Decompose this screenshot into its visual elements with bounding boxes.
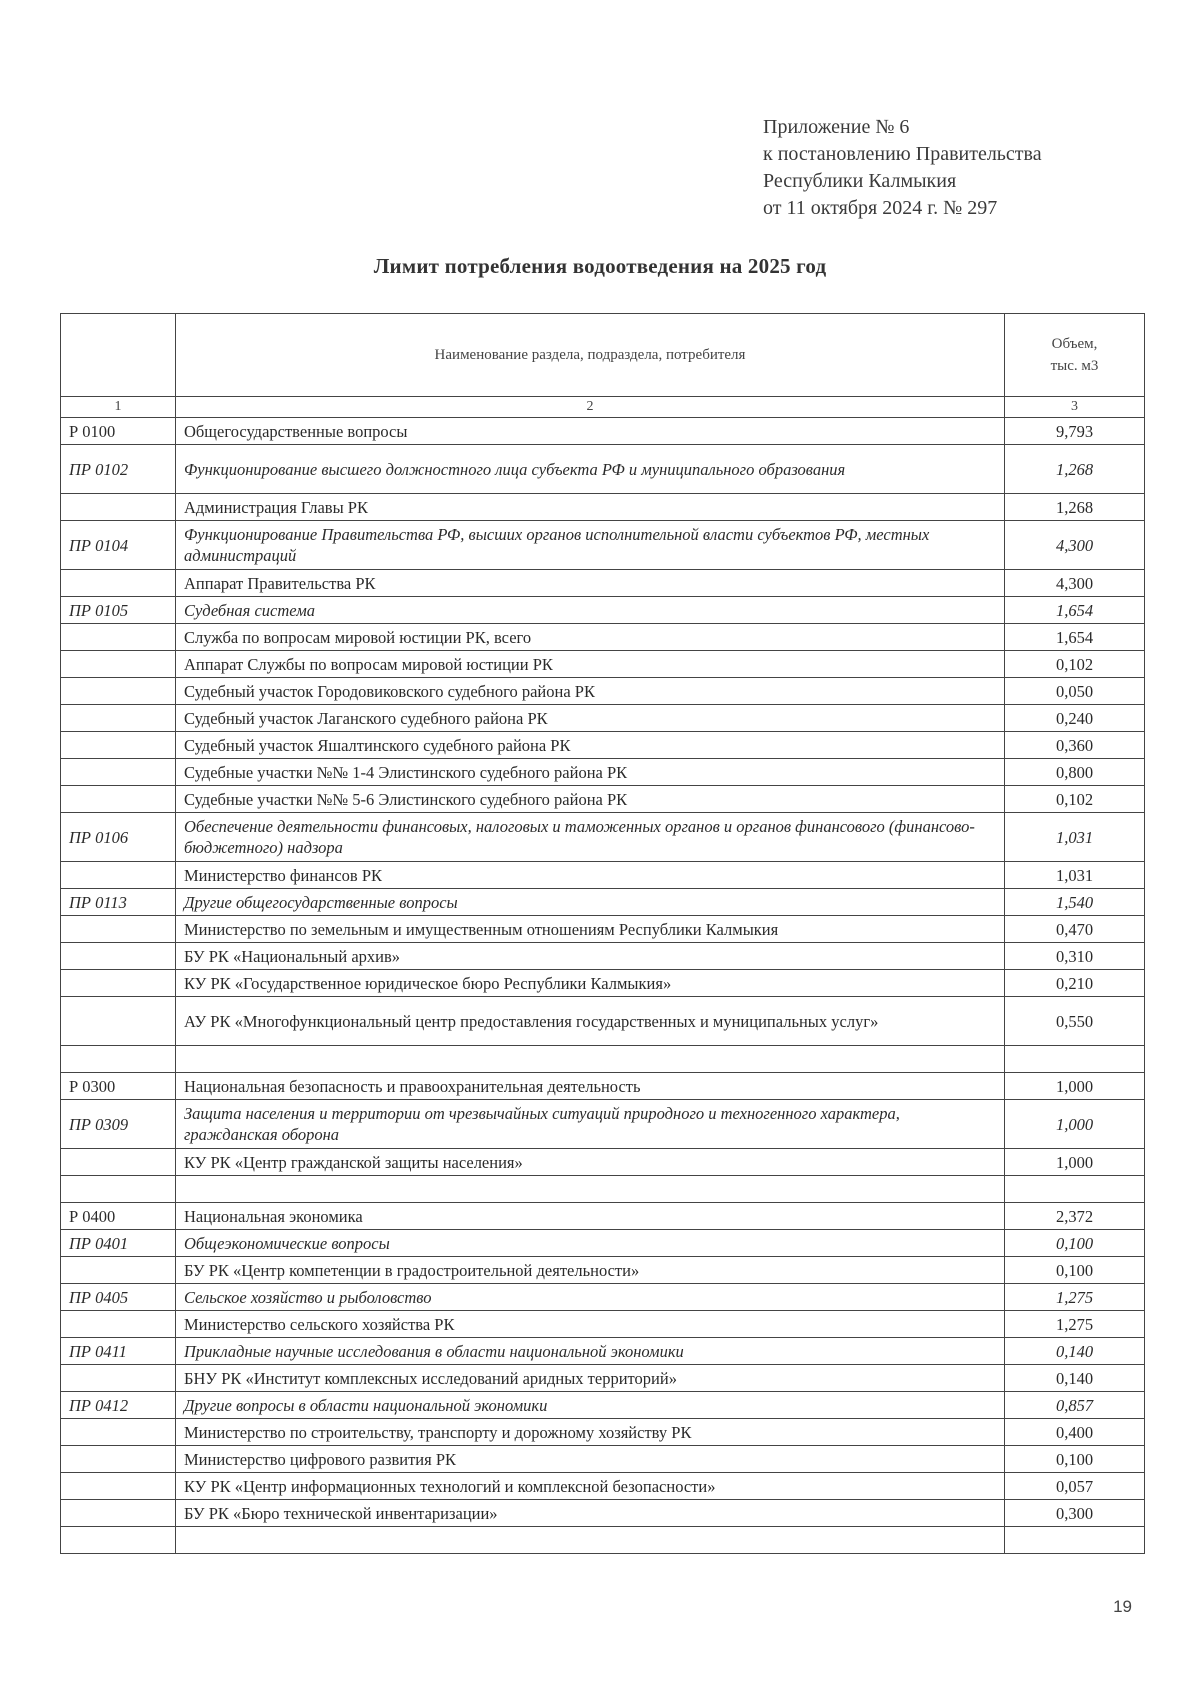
row-code: ПР 0106 (61, 813, 176, 862)
row-name: Судебный участок Городовиковского судебного района РК (176, 678, 1005, 705)
row-name: Судебная система (176, 597, 1005, 624)
table-spacer-row (61, 1046, 1145, 1073)
row-code: Р 0400 (61, 1203, 176, 1230)
header-volume-unit: тыс. м3 (1050, 358, 1099, 374)
row-code (61, 916, 176, 943)
column-number: 2 (176, 397, 1005, 418)
subsection-row (61, 1230, 1145, 1257)
row-value: 0,240 (1005, 705, 1145, 732)
section-row (61, 418, 1145, 445)
row-name: Министерство финансов РК (176, 862, 1005, 889)
limits-table-body (61, 314, 1145, 1554)
row-code: ПР 0113 (61, 889, 176, 916)
row-name: Национальная экономика (176, 1203, 1005, 1230)
subsection-row (61, 521, 1145, 570)
appendix-header (763, 114, 1042, 222)
item-row (61, 943, 1145, 970)
row-value: 4,300 (1005, 521, 1145, 570)
row-value: 1,654 (1005, 597, 1145, 624)
row-value: 0,470 (1005, 916, 1145, 943)
item-row (61, 651, 1145, 678)
row-code (61, 732, 176, 759)
row-value (1005, 1176, 1145, 1203)
row-name: Другие вопросы в области национальной экономики (176, 1392, 1005, 1419)
row-value: 1,268 (1005, 445, 1145, 494)
row-code (61, 970, 176, 997)
row-value: 0,857 (1005, 1392, 1145, 1419)
row-name: Другие общегосударственные вопросы (176, 889, 1005, 916)
row-value: 1,031 (1005, 813, 1145, 862)
item-row (61, 494, 1145, 521)
header-volume-label: Объем, (1051, 336, 1098, 352)
row-name: БУ РК «Национальный архив» (176, 943, 1005, 970)
appendix-date: от 11 октября 2024 г. № 297 (763, 197, 998, 219)
row-name: Функционирование высшего должностного лица субъекта РФ и муниципального образования (176, 445, 1005, 494)
row-value: 0,140 (1005, 1365, 1145, 1392)
row-value: 0,100 (1005, 1257, 1145, 1284)
item-row (61, 997, 1145, 1046)
appendix-republic: Республики Калмыкия (763, 170, 957, 192)
item-row (61, 1365, 1145, 1392)
row-value: 1,000 (1005, 1149, 1145, 1176)
row-name: Судебный участок Лаганского судебного района РК (176, 705, 1005, 732)
row-value: 0,100 (1005, 1230, 1145, 1257)
row-value: 0,057 (1005, 1473, 1145, 1500)
row-name: Министерство по земельным и имущественным отношениям Республики Калмыкия (176, 916, 1005, 943)
row-value: 0,310 (1005, 943, 1145, 970)
row-name: Администрация Главы РК (176, 494, 1005, 521)
row-name: Аппарат Правительства РК (176, 570, 1005, 597)
row-name: БУ РК «Центр компетенции в градостроительной деятельности» (176, 1257, 1005, 1284)
subsection-row (61, 1338, 1145, 1365)
row-value: 0,360 (1005, 732, 1145, 759)
row-code: ПР 0405 (61, 1284, 176, 1311)
row-code (61, 570, 176, 597)
row-code (61, 943, 176, 970)
row-name: Общегосударственные вопросы (176, 418, 1005, 445)
row-code (61, 494, 176, 521)
row-code (61, 624, 176, 651)
row-name: Министерство по строительству, транспорту и дорожному хозяйству РК (176, 1419, 1005, 1446)
row-name: Министерство цифрового развития РК (176, 1446, 1005, 1473)
row-value: 0,210 (1005, 970, 1145, 997)
row-name: Защита населения и территории от чрезвычайных ситуаций природного и техногенного характера, гражданская оборона (176, 1100, 1005, 1149)
item-row (61, 1257, 1145, 1284)
item-row (61, 1500, 1145, 1527)
row-name: КУ РК «Центр информационных технологий и комплексной безопасности» (176, 1473, 1005, 1500)
row-name: Министерство сельского хозяйства РК (176, 1311, 1005, 1338)
row-value: 1,654 (1005, 624, 1145, 651)
item-row (61, 786, 1145, 813)
row-value: 9,793 (1005, 418, 1145, 445)
item-row (61, 862, 1145, 889)
row-code (61, 786, 176, 813)
row-code (61, 705, 176, 732)
item-row (61, 759, 1145, 786)
row-code (61, 1419, 176, 1446)
row-value: 1,031 (1005, 862, 1145, 889)
row-code: Р 0100 (61, 418, 176, 445)
row-value: 1,000 (1005, 1073, 1145, 1100)
header-code-cell (61, 314, 176, 397)
row-code (61, 651, 176, 678)
header-volume-cell (1005, 314, 1145, 397)
subsection-row (61, 445, 1145, 494)
row-value (1005, 1046, 1145, 1073)
subsection-row (61, 1392, 1145, 1419)
item-row (61, 1419, 1145, 1446)
row-name: АУ РК «Многофункциональный центр предоставления государственных и муниципальных услуг» (176, 997, 1005, 1046)
item-row (61, 705, 1145, 732)
appendix-resolution-ref: к постановлению Правительства (763, 143, 1042, 165)
subsection-row (61, 1100, 1145, 1149)
row-value: 1,540 (1005, 889, 1145, 916)
row-value: 1,275 (1005, 1284, 1145, 1311)
row-code (61, 1446, 176, 1473)
row-name: Сельское хозяйство и рыболовство (176, 1284, 1005, 1311)
item-row (61, 732, 1145, 759)
section-row (61, 1203, 1145, 1230)
row-value: 0,400 (1005, 1419, 1145, 1446)
row-code (61, 1149, 176, 1176)
row-value: 1,268 (1005, 494, 1145, 521)
row-name: Прикладные научные исследования в области национальной экономики (176, 1338, 1005, 1365)
row-code: Р 0300 (61, 1073, 176, 1100)
row-value: 0,102 (1005, 651, 1145, 678)
limits-table (60, 313, 1145, 1554)
row-value: 0,100 (1005, 1446, 1145, 1473)
appendix-number: Приложение № 6 (763, 116, 910, 138)
row-code (61, 1046, 176, 1073)
subsection-row (61, 1284, 1145, 1311)
row-name: Служба по вопросам мировой юстиции РК, всего (176, 624, 1005, 651)
column-number: 1 (61, 397, 176, 418)
row-code: ПР 0309 (61, 1100, 176, 1149)
row-value: 0,550 (1005, 997, 1145, 1046)
row-value: 1,000 (1005, 1100, 1145, 1149)
row-value: 0,140 (1005, 1338, 1145, 1365)
document-title: Лимит потребления водоотведения на 2025 год (373, 254, 827, 278)
row-code (61, 1176, 176, 1203)
row-code (61, 1311, 176, 1338)
item-row (61, 1473, 1145, 1500)
row-name: Обеспечение деятельности финансовых, налоговых и таможенных органов и органов финансового (финансово-бюджетного) надзора (176, 813, 1005, 862)
row-name: Национальная безопасность и правоохранительная деятельность (176, 1073, 1005, 1100)
subsection-row (61, 813, 1145, 862)
item-row (61, 1311, 1145, 1338)
row-value: 1,275 (1005, 1311, 1145, 1338)
row-code (61, 1365, 176, 1392)
table-header-row (61, 314, 1145, 397)
item-row (61, 624, 1145, 651)
column-number: 3 (1005, 397, 1145, 418)
row-value: 0,300 (1005, 1500, 1145, 1527)
row-code: ПР 0411 (61, 1338, 176, 1365)
item-row (61, 1446, 1145, 1473)
item-row (61, 570, 1145, 597)
row-name: Судебный участок Яшалтинского судебного района РК (176, 732, 1005, 759)
section-row (61, 1073, 1145, 1100)
row-value: 2,372 (1005, 1203, 1145, 1230)
row-name: БНУ РК «Институт комплексных исследований аридных территорий» (176, 1365, 1005, 1392)
row-code: ПР 0412 (61, 1392, 176, 1419)
row-code (61, 1473, 176, 1500)
item-row (61, 970, 1145, 997)
row-name (176, 1527, 1005, 1554)
row-value: 0,050 (1005, 678, 1145, 705)
row-value (1005, 1527, 1145, 1554)
item-row (61, 1149, 1145, 1176)
row-name (176, 1046, 1005, 1073)
row-name: БУ РК «Бюро технической инвентаризации» (176, 1500, 1005, 1527)
header-name-cell: Наименование раздела, подраздела, потребителя (176, 314, 1005, 397)
row-code (61, 1257, 176, 1284)
row-name: Функционирование Правительства РФ, высших органов исполнительной власти субъектов РФ, местных администраций (176, 521, 1005, 570)
row-code (61, 997, 176, 1046)
subsection-row (61, 597, 1145, 624)
row-value: 0,800 (1005, 759, 1145, 786)
row-name: КУ РК «Центр гражданской защиты населения» (176, 1149, 1005, 1176)
row-code: ПР 0105 (61, 597, 176, 624)
row-value: 4,300 (1005, 570, 1145, 597)
row-name: Аппарат Службы по вопросам мировой юстиции РК (176, 651, 1005, 678)
row-name (176, 1176, 1005, 1203)
row-name: Судебные участки №№ 1-4 Элистинского судебного района РК (176, 759, 1005, 786)
row-code (61, 1527, 176, 1554)
page-number: 19 (1113, 1597, 1132, 1616)
row-name: КУ РК «Государственное юридическое бюро Республики Калмыкия» (176, 970, 1005, 997)
row-code: ПР 0104 (61, 521, 176, 570)
column-number-row (61, 397, 1145, 418)
row-code (61, 759, 176, 786)
item-row (61, 916, 1145, 943)
item-row (61, 678, 1145, 705)
row-code: ПР 0102 (61, 445, 176, 494)
row-name: Общеэкономические вопросы (176, 1230, 1005, 1257)
row-code (61, 862, 176, 889)
row-value: 0,102 (1005, 786, 1145, 813)
row-code (61, 1500, 176, 1527)
row-name: Судебные участки №№ 5-6 Элистинского судебного района РК (176, 786, 1005, 813)
row-code (61, 678, 176, 705)
row-code: ПР 0401 (61, 1230, 176, 1257)
table-spacer-row (61, 1176, 1145, 1203)
table-spacer-row (61, 1527, 1145, 1554)
subsection-row (61, 889, 1145, 916)
